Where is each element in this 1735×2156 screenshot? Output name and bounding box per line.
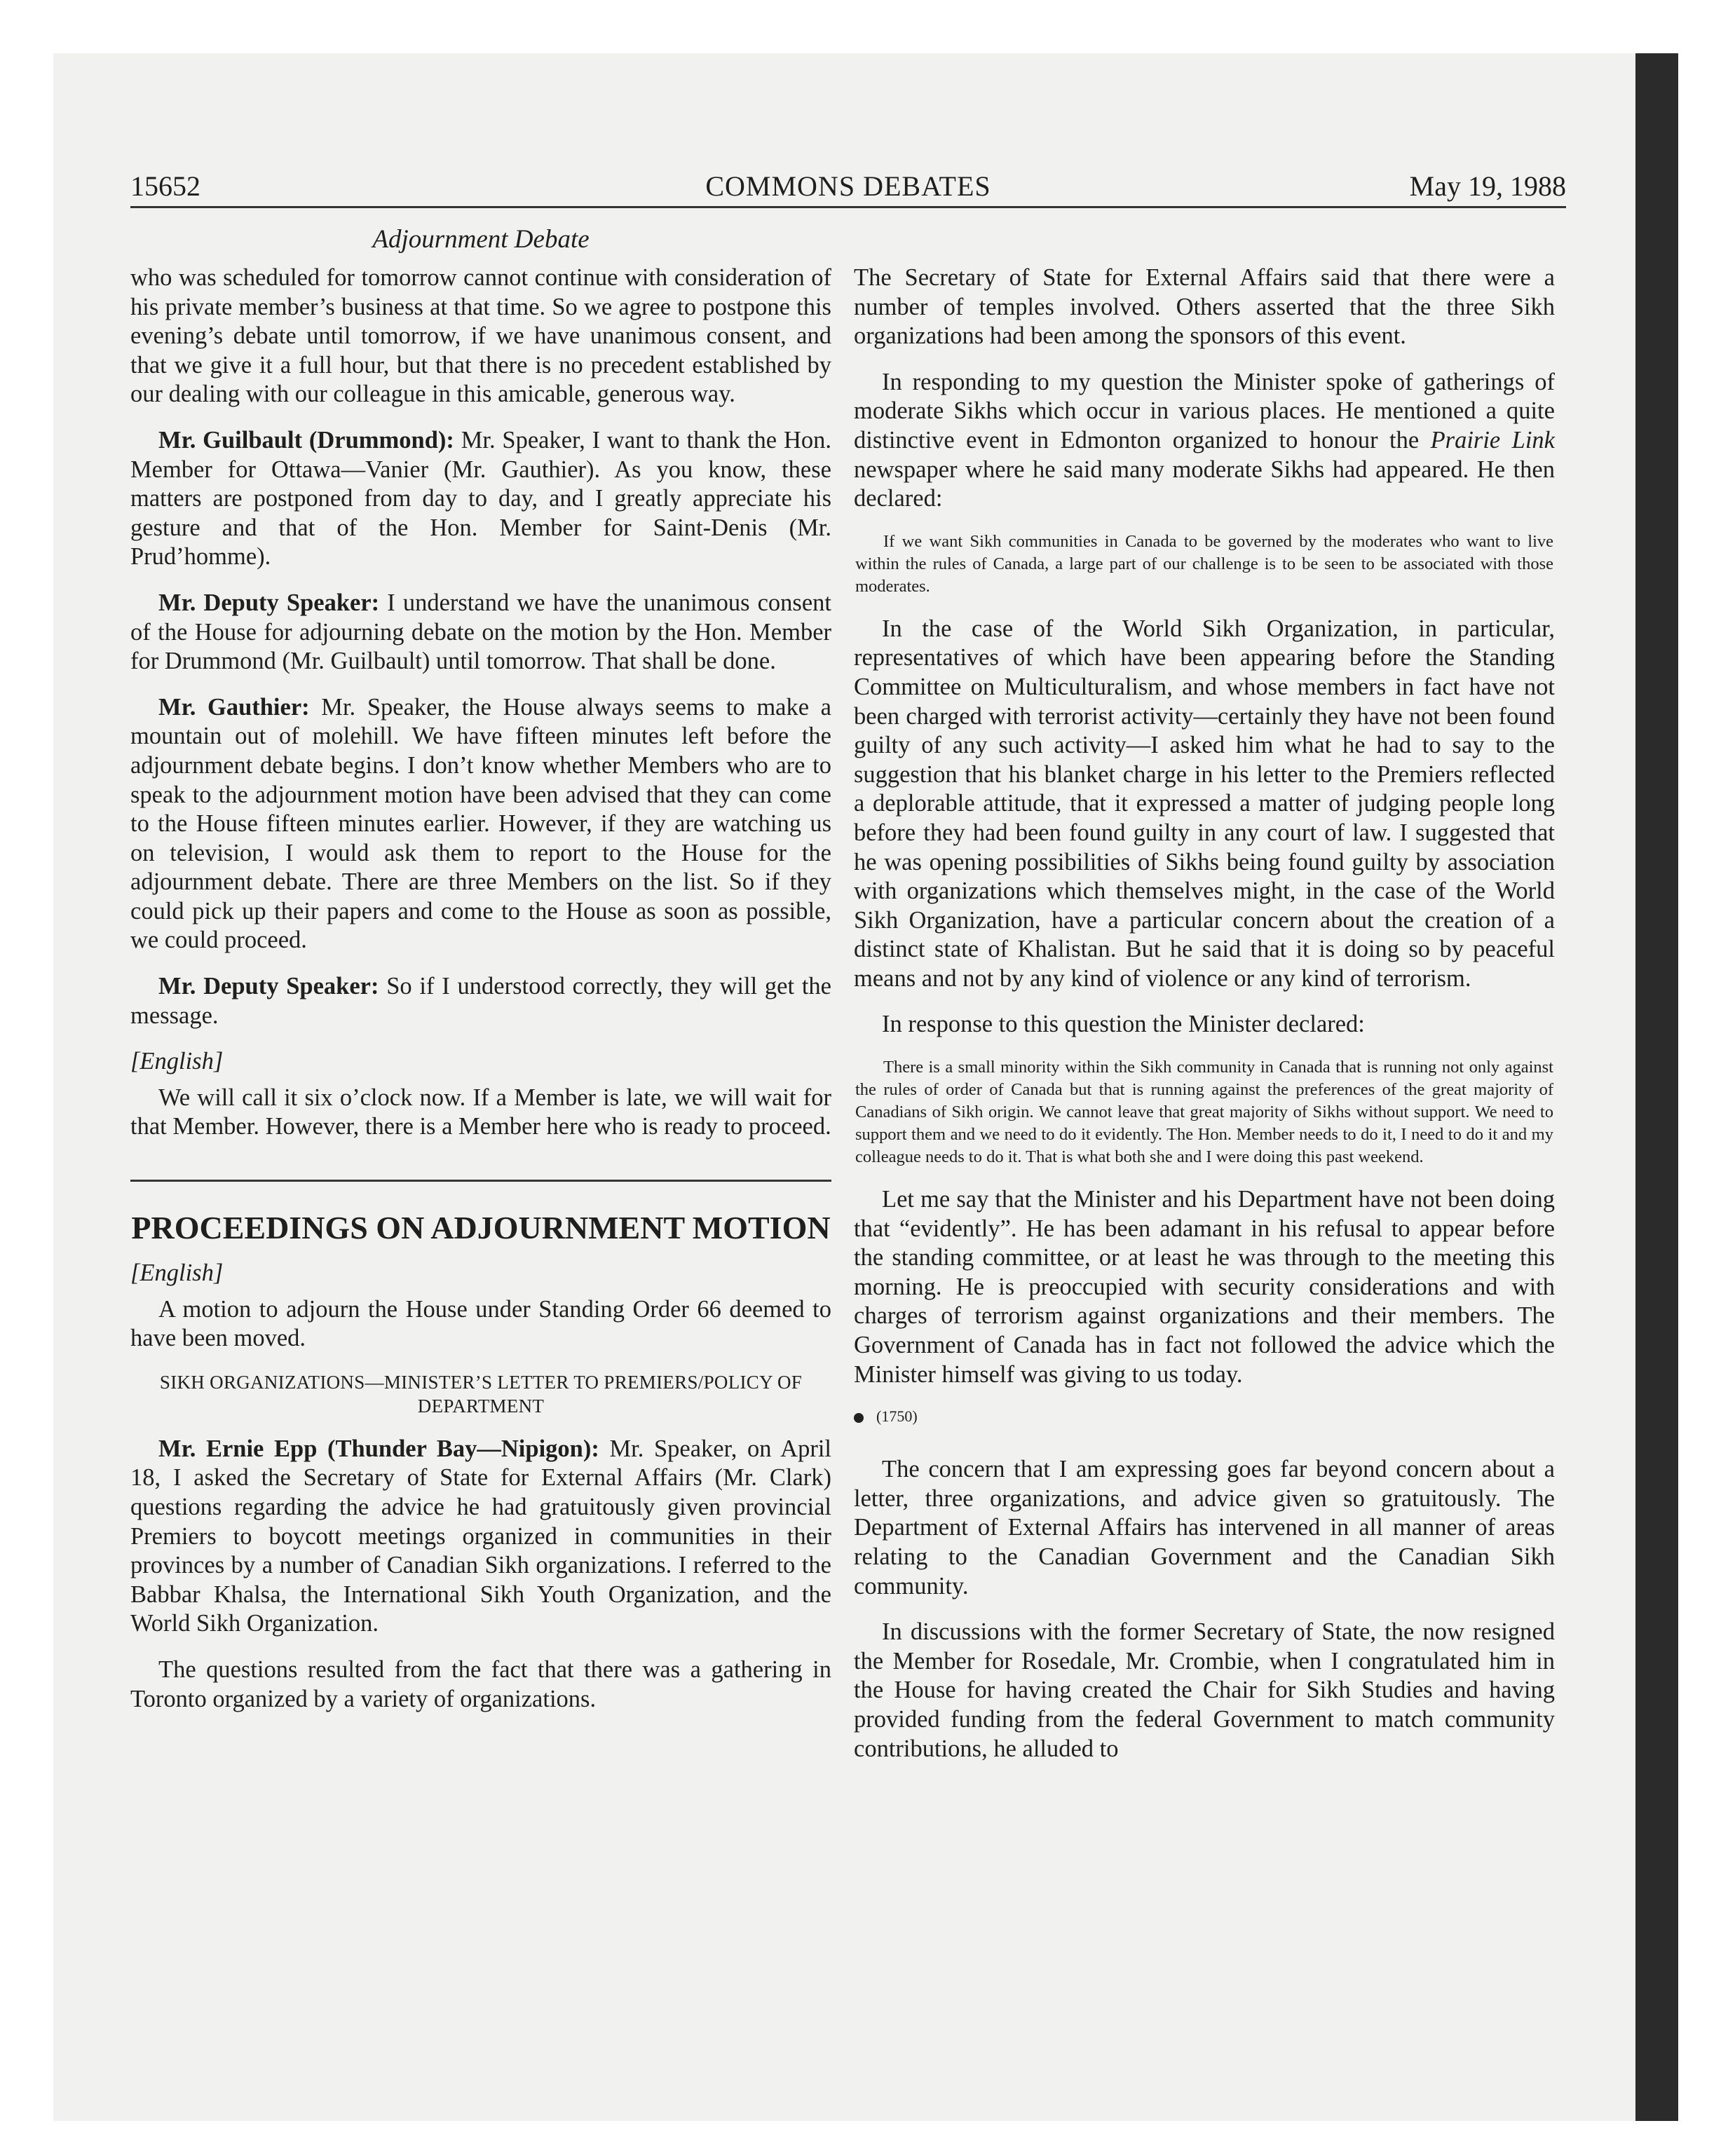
paragraph: [854, 368, 1555, 514]
page-number: 15652: [130, 170, 200, 202]
paragraph-text: In responding to my question the Minister spoke of gatherings of moderate Sikhs which occur in various places. He mentioned a quite distinctive event in Edmonton organized to honour the: [854, 368, 1555, 453]
section-title: PROCEEDINGS ON ADJOURNMENT MOTION: [131, 1210, 831, 1246]
speech-paragraph: [130, 426, 831, 572]
speech-text: Mr. Speaker, I want to thank the Hon. Member for Ottawa—Vanier (Mr. Gauthier). As you know, these matters are postponed from day to day, and I greatly appreciate his gesture and that of the Hon. Member for Saint-Denis (Mr. Prud’homme).: [130, 426, 831, 571]
block-quote: If we want Sikh communities in Canada to be governed by the moderates who want to live within the rules of Canada, a large part of our challenge is to be seen to be associated with those moderates.: [855, 531, 1553, 596]
time-marker: [854, 1406, 1555, 1427]
newspaper-name: Prairie Link: [1430, 426, 1555, 453]
speech-text: I understand we have the unanimous consent of the House for adjourning debate on the motion by the Hon. Member for Drummond (Mr. Guilbault) until tomorrow. That shall be done.: [130, 589, 831, 675]
page-date: May 19, 1988: [1409, 170, 1566, 202]
paragraph: In discussions with the former Secretary of State, the now resigned the Member for Rosedale, Mr. Crombie, when I congratulated him in the House for having created the Chair for Sikh Studies and having provided funding from the federal Government to match community contributions, he alluded to: [854, 1618, 1555, 1762]
paragraph: Let me say that the Minister and his Department have not been doing that “evidently”. He has been adamant in his refusal to appear before the standing committee, or at least he was through to the meeting this morning. He is preoccupied with security considerations and with charges of terrorism against organizations and their members. The Government of Canada has in fact not followed the advice which the Minister himself was giving to us today.: [854, 1186, 1555, 1388]
time-marker-text: (1750): [876, 1407, 918, 1426]
speech-text: So if I understood correctly, they will get the message.: [130, 973, 831, 1029]
paragraph-text: newspaper where he said many moderate Sikhs had appeared. He then declared:: [854, 456, 1555, 512]
speech-text: Mr. Speaker, on April 18, I asked the Secretary of State for External Affairs (Mr. Clark) questions regarding the advice he had gratuitously given provincial Premiers to boycott meetings organized in communities in their provinces by a number of Canadian Sikh organizations. I referred to the Babbar Khalsa, the International Sikh Youth Organization, and the World Sikh Organization.: [130, 1435, 831, 1637]
speech-paragraph: [130, 589, 831, 676]
paragraph: The questions resulted from the fact that there was a gathering in Toronto organized by a variety of organizations.: [130, 1656, 831, 1712]
speaker-name: Mr. Deputy Speaker:: [158, 589, 380, 616]
speech-paragraph: [130, 972, 831, 1030]
speaker-name: Mr. Guilbault (Drummond):: [158, 426, 454, 453]
speech-paragraph: [130, 1435, 831, 1639]
topic-heading: SIKH ORGANIZATIONS—MINISTER’S LETTER TO PREMIERS/POLICY OF DEPARTMENT: [159, 1371, 803, 1417]
speech-paragraph: [130, 693, 831, 955]
language-tag: [English]: [130, 1260, 224, 1287]
paragraph: The Secretary of State for External Affairs said that there were a number of temples involved. Others asserted that the three Sikh organizations had been among the sponsors of this event.: [854, 264, 1555, 350]
paragraph: A motion to adjourn the House under Standing Order 66 deemed to have been moved.: [130, 1295, 831, 1352]
bullet-icon: [854, 1413, 864, 1423]
right-column: [854, 264, 1555, 1780]
paragraph: The concern that I am expressing goes far beyond concern about a letter, three organizations, and advice given so gratuitously. The Department of External Affairs has intervened in all manner of areas relating to the Canadian Government and the Canadian Sikh community.: [854, 1456, 1555, 1599]
speaker-name: Mr. Gauthier:: [158, 693, 310, 721]
publication-title: COMMONS DEBATES: [705, 170, 991, 202]
paragraph: who was scheduled for tomorrow cannot continue with consideration of his private member’s business at that time. So we agree to postpone this evening’s debate until tomorrow, if we have unanimous consent, and that we give it a full hour, but that there is no precedent established by our dealing with our colleague in this amicable, generous way.: [130, 264, 831, 408]
running-subheader: Adjournment Debate: [372, 225, 590, 254]
language-tag: [English]: [130, 1048, 224, 1075]
speech-text: Mr. Speaker, the House always seems to make a mountain out of molehill. We have fifteen minutes left before the adjournment debate begins. I don’t know whether Members who are to speak to the adjournment motion have been advised that they can come to the House fifteen minutes earlier. However, if they are watching us on television, I would ask them to report to the House for the adjournment debate. There are three Members on the list. So if they could pick up their papers and come to the House as soon as possible, we could proceed.: [130, 693, 831, 954]
paragraph: In the case of the World Sikh Organization, in particular, representatives of which have been appearing before the Standing Committee on Multiculturalism, and whose members in fact have not been charged with terrorist activity—certainly they have not been found guilty of any such activity—I asked him what he had to say to the suggestion that his blanket charge in his letter to the Premiers reflected a deplorable attitude, that it expressed a matter of judging people long before they had been found guilty in any court of law. I suggested that he was opening possibilities of Sikhs being found guilty by association with organizations which themselves might, in the case of the World Sikh Organization, have a particular concern about the creation of a distinct state of Khalistan. But he said that it is doing so by peaceful means and not by any kind of violence or any kind of terrorism.: [854, 615, 1555, 992]
section-divider: [130, 1180, 831, 1182]
left-column: [130, 264, 831, 1731]
paragraph: In response to this question the Minister declared:: [882, 1011, 1365, 1038]
scan-edge-bar: [1635, 53, 1678, 2121]
block-quote: There is a small minority within the Sikh community in Canada that is running not only against the rules of order of Canada but that is running against the preferences of the great majority of Canadians of Sikh origin. We cannot leave that great majority of Sikhs without support. We need to support them and we need to do it evidently. The Hon. Member needs to do it, I need to do it and my colleague needs to do it. That is what both she and I were doing this past weekend.: [855, 1058, 1553, 1167]
speaker-name: Mr. Deputy Speaker:: [158, 973, 379, 1000]
page-header: [130, 167, 1566, 208]
speaker-name: Mr. Ernie Epp (Thunder Bay—Nipigon):: [158, 1435, 599, 1462]
paragraph: We will call it six o’clock now. If a Member is late, we will wait for that Member. However, there is a Member here who is ready to proceed.: [130, 1084, 831, 1140]
